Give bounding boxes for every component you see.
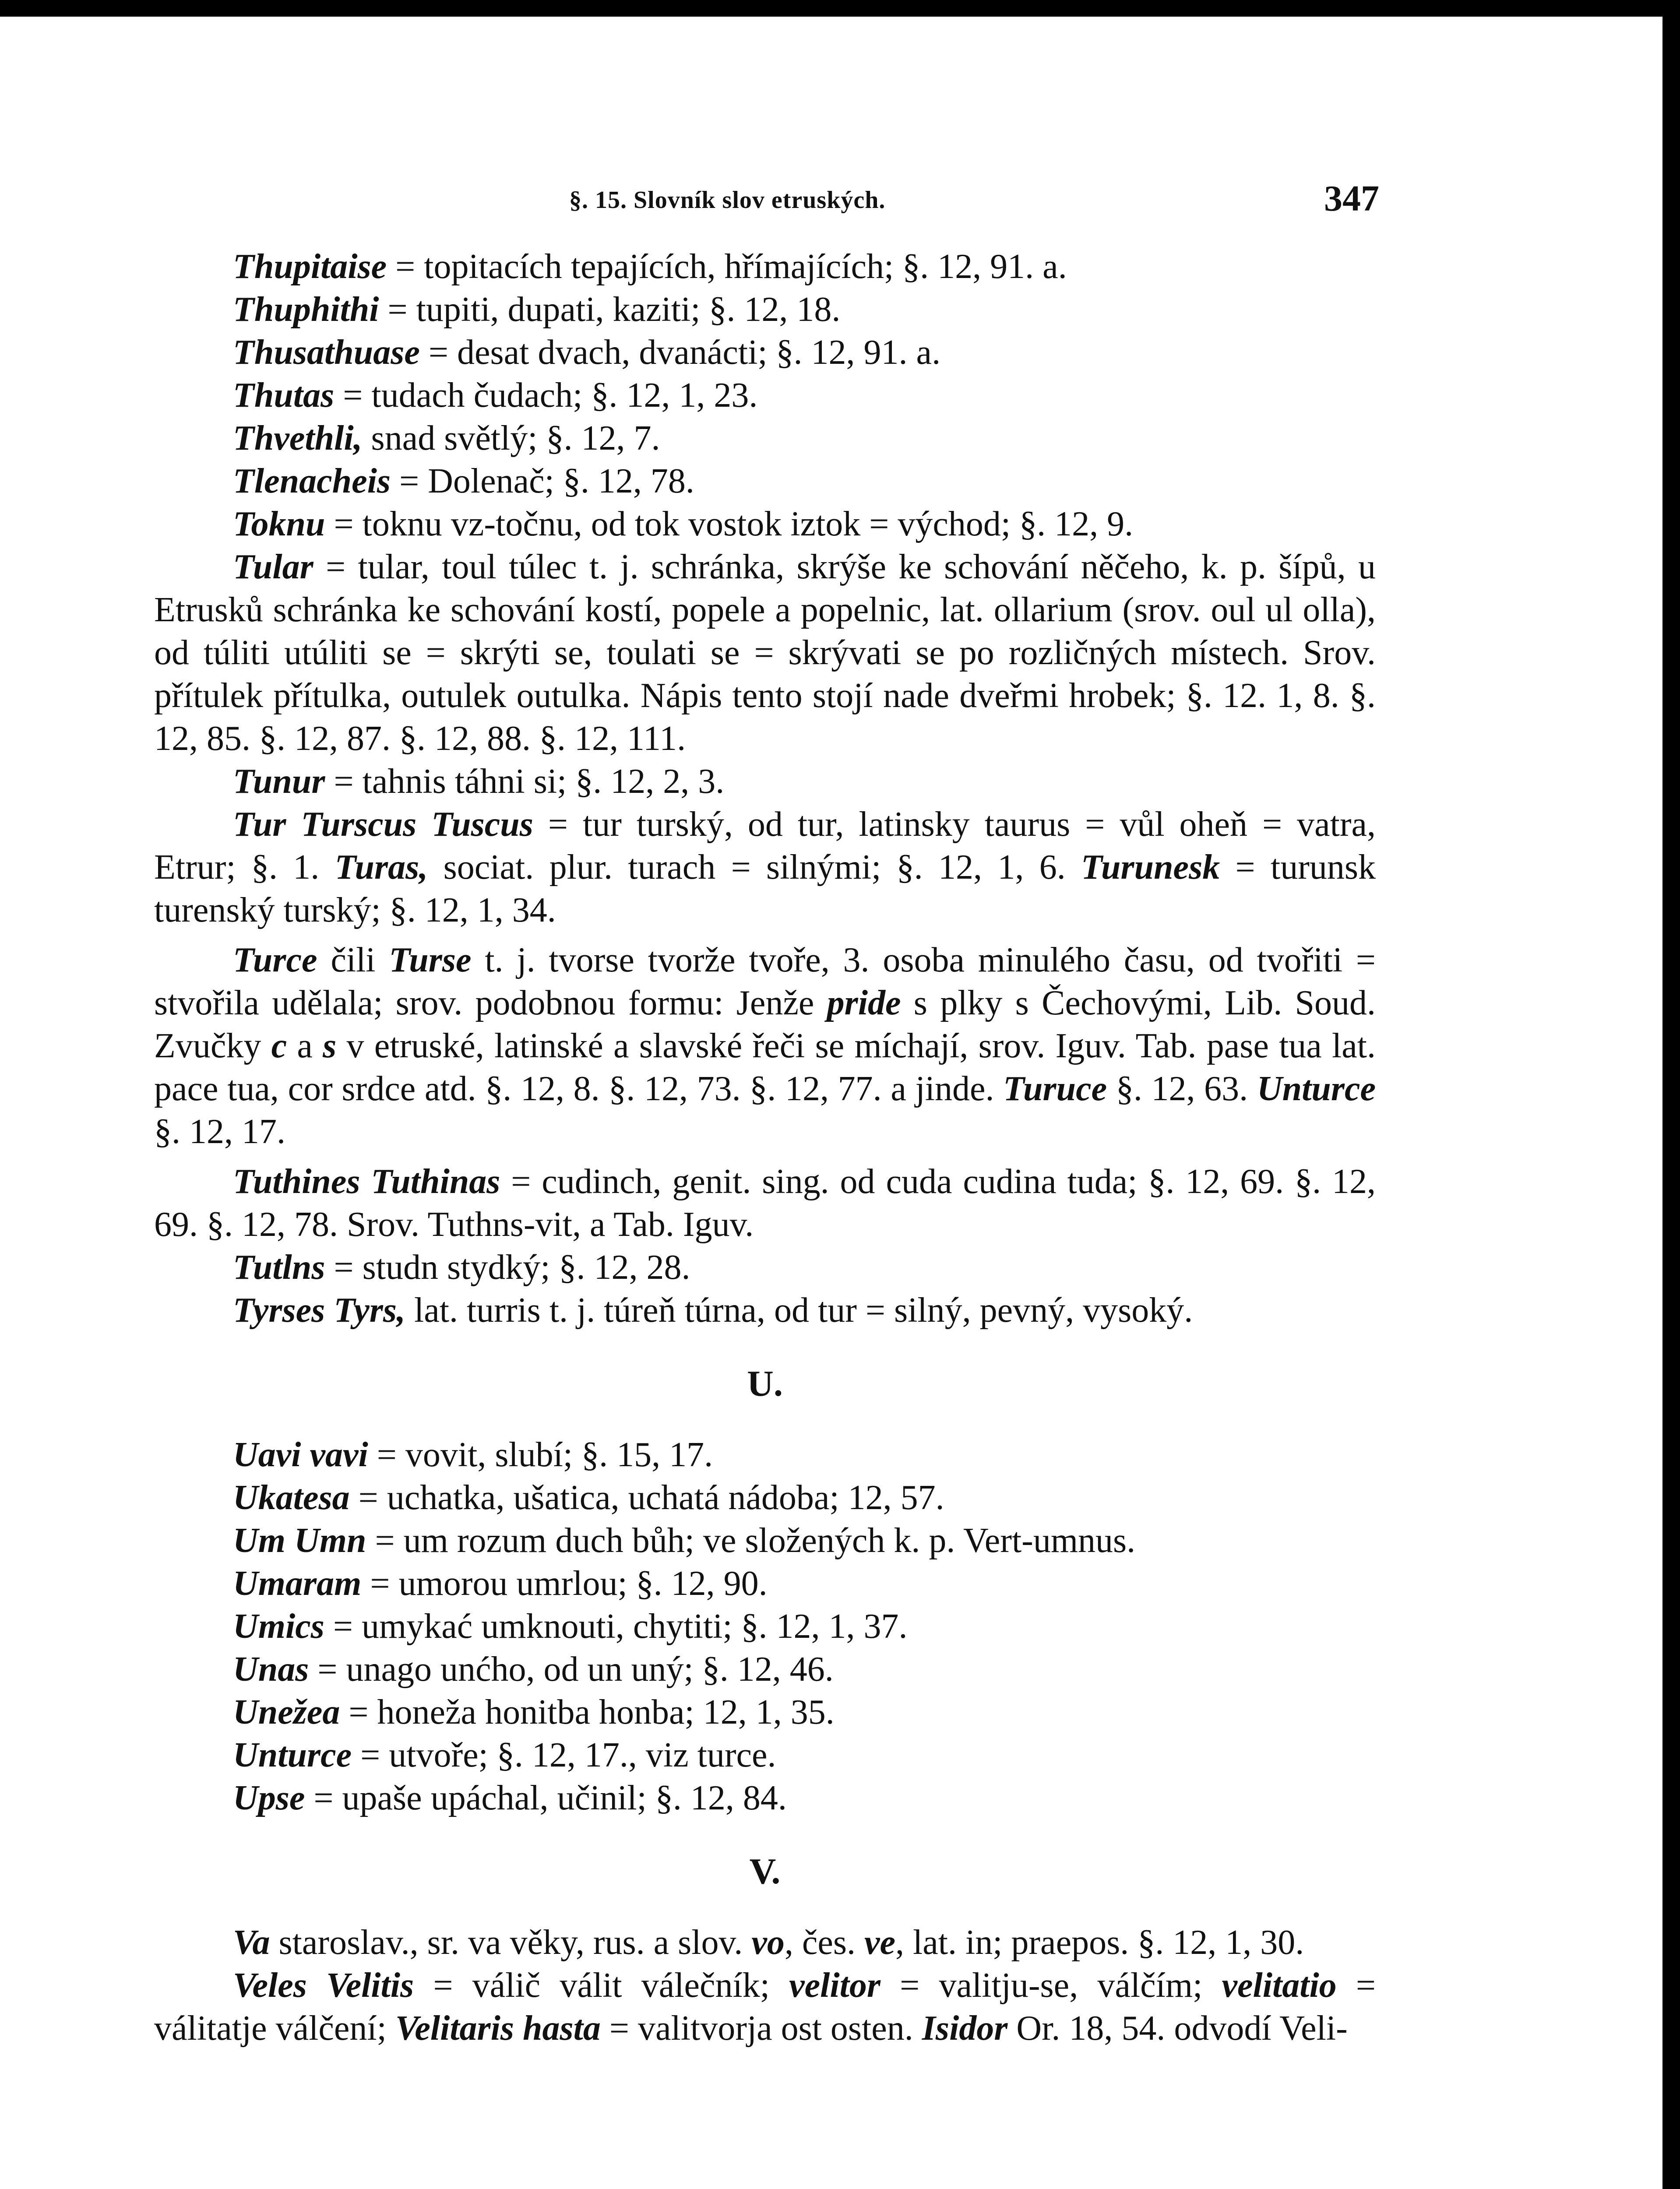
definition: = cudinch, genit. sing. od cuda cudina tuda; §. 12, 69. §. 12, 69. §. 12, 78. Srov. Tuthns-vit, a Tab. Iguv.: [154, 1162, 1376, 1244]
entry-tunur: [154, 760, 1376, 803]
definition: §. 12, 17.: [154, 1112, 285, 1151]
entry-umics: [154, 1605, 1376, 1648]
paragraph-gap: [154, 932, 1376, 939]
headword: Toknu: [233, 505, 325, 543]
headword: Upse: [233, 1779, 305, 1817]
section-heading-v: V.: [749, 1851, 781, 1892]
definition: = turunsk turenský turský; §. 12, 1, 34.: [154, 848, 1376, 929]
definition: staroslav., sr. va věky, rus. a slov.: [270, 1923, 752, 1962]
definition: t. j. tvorse tvorže tvoře, 3. osoba minulého času, od tvořiti = stvořila udělala; srov. podobnou formu: Jenže: [154, 941, 1376, 1022]
definition: = Dolenač; §. 12, 78.: [390, 462, 694, 500]
headword: Thuphithi: [233, 290, 379, 329]
entry-thupitaise: [154, 245, 1376, 288]
emphasis: Velitaris hasta: [395, 2009, 601, 2048]
emphasis: ve: [864, 1923, 895, 1962]
emphasis: c: [271, 1027, 287, 1065]
entry-thusathuase: [154, 331, 1376, 374]
entry-va: [154, 1921, 1376, 1964]
entry-toknu: [154, 503, 1376, 545]
headword: Tunur: [233, 762, 325, 801]
definition: = tupiti, dupati, kaziti; §. 12, 18.: [379, 290, 841, 329]
definition: Or. 18, 54. odvodí Veli-: [1007, 2009, 1348, 2048]
definition: a: [287, 1027, 323, 1065]
entry-thuphithi: [154, 288, 1376, 331]
entry-thutas: [154, 374, 1376, 417]
definition: = um rozum duch bůh; ve složených k. p. Vert-umnus.: [366, 1521, 1136, 1560]
definition: = umykać umknouti, chytiti; §. 12, 1, 37.: [324, 1607, 908, 1646]
headword: Turuce: [1003, 1070, 1107, 1108]
definition: = tudach čudach; §. 12, 1, 23.: [334, 376, 758, 415]
definition: snad světlý; §. 12, 7.: [362, 419, 660, 458]
definition: = topitacích tepajících, hřímajících; §. 12, 91. a.: [387, 247, 1067, 286]
headword: Ukatesa: [233, 1478, 350, 1517]
headword: Turse: [389, 941, 472, 979]
headword: Unežea: [233, 1693, 340, 1731]
section-heading-u: U.: [747, 1363, 783, 1404]
headword: Thupitaise: [233, 247, 387, 286]
entry-tur: [154, 803, 1376, 932]
headword: Tuthines Tuthinas: [233, 1162, 500, 1201]
headword: Turas,: [335, 848, 428, 887]
headword: Tutlns: [233, 1248, 325, 1287]
headword: Uavi vavi: [233, 1436, 368, 1474]
definition: = valitju-se, válčím;: [880, 1966, 1222, 2005]
headword: Umaram: [233, 1564, 362, 1603]
entry-umaram: [154, 1562, 1376, 1605]
entry-ukatesa: [154, 1476, 1376, 1519]
definition: = tahnis táhni si; §. 12, 2, 3.: [325, 762, 725, 801]
running-header: §. 15. Slovník slov etruských.: [569, 187, 886, 214]
definition: = tur turský, od tur, latinsky taurus = vůl oheň = vatra, Etrur; §. 1.: [154, 805, 1376, 887]
headword: Turunesk: [1081, 848, 1220, 887]
headword: Tyrses Tyrs,: [233, 1291, 405, 1330]
definition: = unago unćho, od un uný; §. 12, 46.: [309, 1650, 834, 1689]
emphasis: velitor: [789, 1966, 881, 2005]
emphasis: vo: [751, 1923, 785, 1962]
headword: Unturce: [1257, 1070, 1376, 1108]
definition: = válitatje válčení;: [154, 1966, 1376, 2048]
headword: Tular: [233, 548, 313, 586]
headword: Va: [233, 1923, 270, 1962]
definition: sociat. plur. turach = silnými; §. 12, 1, 6.: [428, 848, 1081, 887]
definition: = vovit, slubí; §. 15, 17.: [368, 1436, 713, 1474]
emphasis: s: [323, 1027, 337, 1065]
entry-unas: [154, 1648, 1376, 1691]
headword: Unturce: [233, 1736, 352, 1774]
definition: čili: [317, 941, 389, 979]
definition: = uchatka, ušatica, uchatá nádoba; 12, 57.: [349, 1478, 944, 1517]
headword: Um Umn: [233, 1521, 366, 1560]
paragraph-gap: [154, 1153, 1376, 1160]
entry-tuthines: [154, 1160, 1376, 1246]
definition: = umorou umrlou; §. 12, 90.: [361, 1564, 768, 1603]
headword: Thusathuase: [233, 333, 420, 372]
headword: Tur Turscus Tuscus: [233, 805, 533, 844]
headword: Thutas: [233, 376, 335, 415]
headword: Thvethli,: [233, 419, 363, 458]
entry-tyrses: [154, 1289, 1376, 1332]
entry-veles: [154, 1964, 1376, 2050]
page-number: 347: [1324, 178, 1379, 219]
headword: Umics: [233, 1607, 324, 1646]
headword: Tlenacheis: [233, 462, 391, 500]
emphasis: velitatio: [1222, 1966, 1337, 2005]
definition: , lat. in; praepos. §. 12, 1, 30.: [895, 1923, 1304, 1962]
definition: , čes.: [784, 1923, 864, 1962]
entry-tular: [154, 545, 1376, 760]
definition: v etruské, latinské a slavské řeči se míchají, srov. Iguv. Tab. pase tua lat. pace tua, cor srdce atd. §. 12, 8. §. 12, 73. §. 12, 77. a jinde.: [154, 1027, 1376, 1108]
entry-tutlns: [154, 1246, 1376, 1289]
headword: Turce: [233, 941, 317, 979]
definition: = upaše upáchal, učinil; §. 12, 84.: [305, 1779, 787, 1817]
entry-uavi: [154, 1433, 1376, 1476]
entry-um: [154, 1519, 1376, 1562]
entry-unezea: [154, 1691, 1376, 1734]
definition: = desat dvach, dvanácti; §. 12, 91. a.: [419, 333, 941, 372]
headword: Unas: [233, 1650, 309, 1689]
definition: = honeža honitba honba; 12, 1, 35.: [340, 1693, 835, 1731]
entry-tlenacheis: [154, 460, 1376, 503]
definition: s plky s Čechovými, Lib. Soud. Zvučky: [154, 984, 1376, 1065]
headword: Veles Velitis: [233, 1966, 414, 2005]
definition: = studn stydký; §. 12, 28.: [325, 1248, 690, 1287]
entry-unturce: [154, 1734, 1376, 1777]
definition: = tular, toul túlec t. j. schránka, skrýše ke schování něčeho, k. p. šípů, u Etrusků schránka ke schování kostí, popele a popelnic, lat. ollarium (srov. oul ul olla), od túliti utúliti se = skrýti se, toulati se = skrývati se po rozličných místech. Srov. přítulek přítulka, outulek outulka. Nápis tento stojí nade dveřmi hrobek; §. 12. 1, 8. §. 12, 85. §. 12, 87. §. 12, 88. §. 12, 111.: [154, 548, 1376, 758]
dictionary-body: [154, 245, 1376, 2050]
emphasis: Isidor: [922, 2009, 1008, 2048]
definition: = toknu vz-točnu, od tok vostok iztok = východ; §. 12, 9.: [325, 505, 1134, 543]
definition: = valitvorja ost osten.: [600, 2009, 922, 2048]
definition: = utvoře; §. 12, 17., viz turce.: [352, 1736, 776, 1774]
definition: = válič válit válečník;: [414, 1966, 789, 2005]
entry-upse: [154, 1777, 1376, 1819]
emphasis: pride: [827, 984, 901, 1022]
definition: §. 12, 63.: [1107, 1070, 1257, 1108]
entry-thvethli: [154, 417, 1376, 460]
definition: lat. turris t. j. túreň túrna, od tur = silný, pevný, vysoký.: [405, 1291, 1193, 1330]
entry-turce: [154, 939, 1376, 1153]
